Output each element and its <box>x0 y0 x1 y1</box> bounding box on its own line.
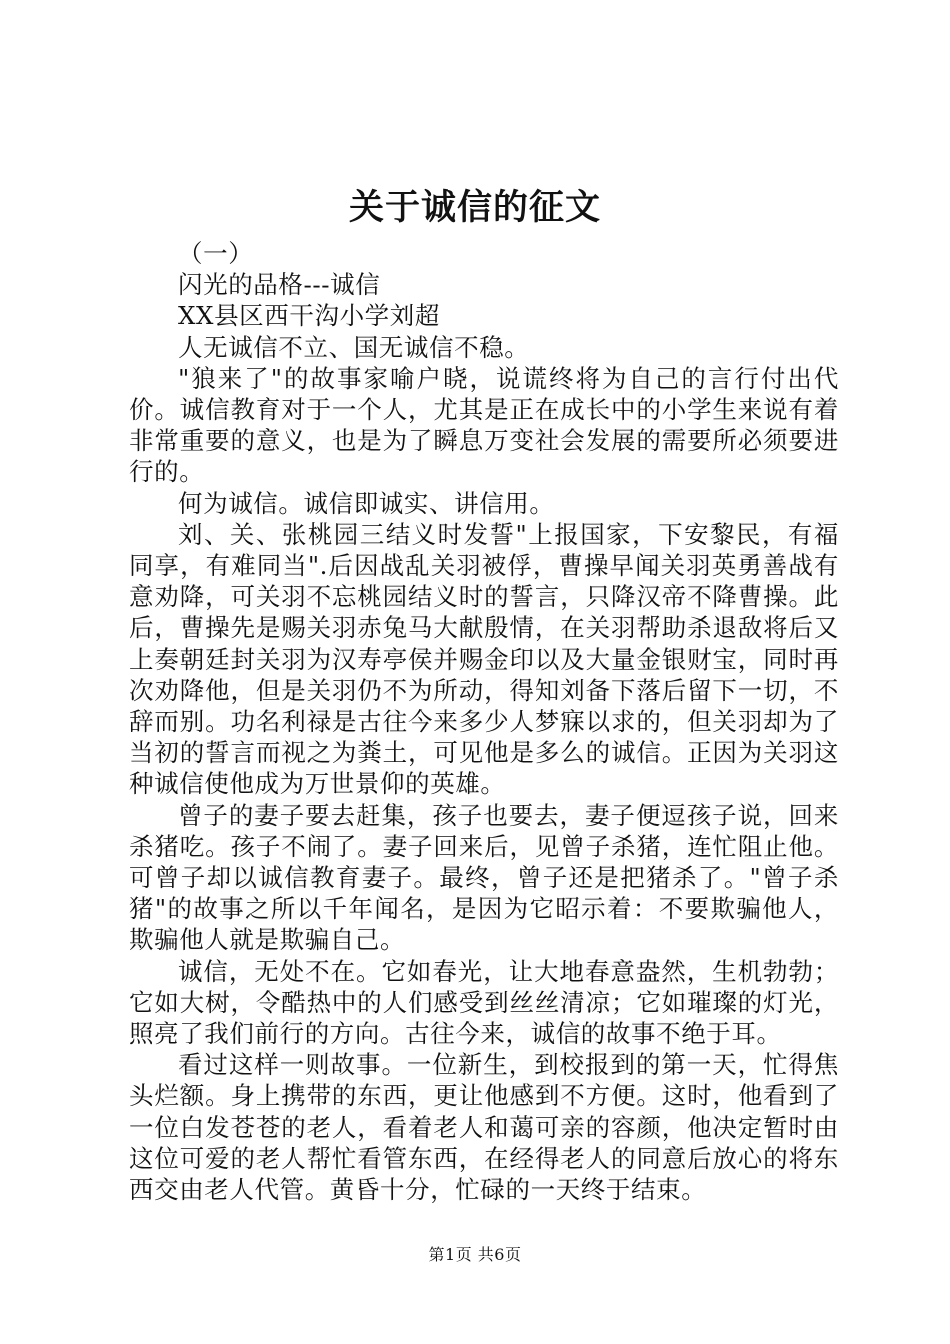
paragraph: 刘、关、张桃园三结义时发誓"上报国家，下安黎民，有福同享，有难同当".后因战乱关羽被俘，曹操早闻关羽英勇善战有意劝降，可关羽不忘桃园结义时的誓言，只降汉帝不降曹操。此后，曹操先是赐关羽赤兔马大献殷情，在关羽帮助杀退敌将后又上奏朝廷封关羽为汉寿亭侯并赐金印以及大量金银财宝，同时再次劝降他，但是关羽仍不为所动，得知刘备下落后留下一切，不辞而别。功名利禄是古往今来多少人梦寐以求的，但关羽却为了当初的誓言而视之为粪土，可见他是多么的诚信。正因为关羽这种诚信使他成为万世景仰的英雄。 <box>129 519 839 799</box>
page-number-footer: 第1页 共6页 <box>428 1245 522 1264</box>
document-body <box>129 238 839 1205</box>
paragraph: 看过这样一则故事。一位新生，到校报到的第一天，忙得焦头烂额。身上携带的东西，更让他感到不方便。这时，他看到了一位白发苍苍的老人，看着老人和蔼可亲的容颜，他决定暂时由这位可爱的老人帮忙看管东西，在经得老人的同意后放心的将东西交由老人代管。黄昏十分，忙碌的一天终于结束。 <box>129 1050 839 1205</box>
paragraph: 曾子的妻子要去赶集，孩子也要去，妻子便逗孩子说，回来杀猪吃。孩子不闹了。妻子回来后，见曾子杀猪，连忙阻止他。可曾子却以诚信教育妻子。最终，曾子还是把猪杀了。"曾子杀猪"的故事之所以千年闻名，是因为它昭示着：不要欺骗他人，欺骗他人就是欺骗自己。 <box>129 800 839 955</box>
document-title: 关于诚信的征文 <box>348 187 601 228</box>
paragraph: 诚信，无处不在。它如春光，让大地春意盎然，生机勃勃；它如大树，令酷热中的人们感受到丝丝清凉；它如璀璨的灯光，照亮了我们前行的方向。古往今来，诚信的故事不绝于耳。 <box>129 956 839 1049</box>
paragraph: 人无诚信不立、国无诚信不稳。 <box>178 332 530 362</box>
author-line: XX县区西干沟小学刘超 <box>178 301 440 331</box>
paragraph: "狼来了"的故事家喻户晓，说谎终将为自己的言行付出代价。诚信教育对于一个人，尤其是正在成长中的小学生来说有着非常重要的意义，也是为了瞬息万变社会发展的需要所必须要进行的。 <box>129 363 839 487</box>
section-heading: （一） <box>178 239 254 268</box>
essay-title: 闪光的品格---诚信 <box>178 270 381 300</box>
paragraph: 何为诚信。诚信即诚实、讲信用。 <box>178 488 555 518</box>
